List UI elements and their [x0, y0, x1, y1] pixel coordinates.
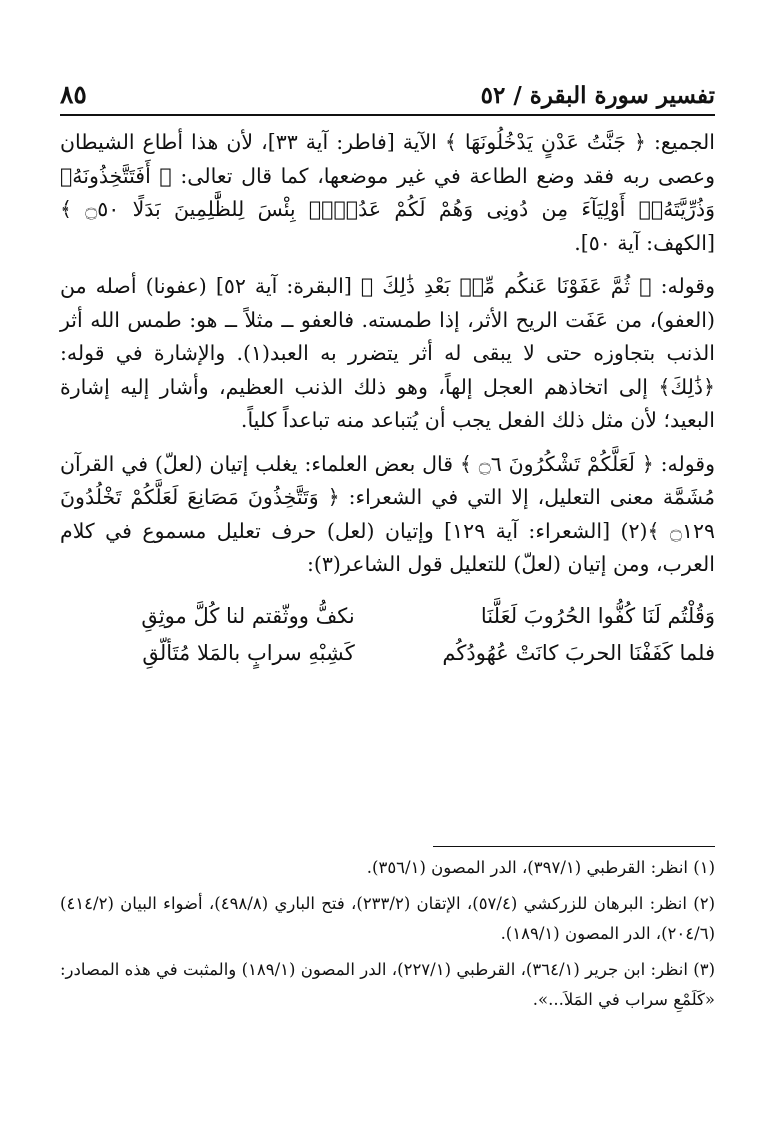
footnotes — [60, 846, 715, 1015]
main-text — [60, 126, 715, 671]
running-title: تفسير سورة البقرة / ٥٢ — [480, 82, 715, 109]
footnote-separator — [433, 846, 715, 847]
footnote: (٢) انظر: البرهان للزركشي (٥٧/٤)، الإتقان (٢٣٣/٢)، فتح الباري (٤٩٨/٨)، أضواء البيان (٤١٤/٢) (٢٠٤/٦)، الدر المصون (١٨٩/١). — [60, 894, 715, 943]
paragraph: وقوله: ﴿ ثُمَّ عَفَوْنَا عَنكُم مِّنۢ بَعْدِ ذَٰلِكَ ﴾ [البقرة: آية ٥٢] (عفونا) أصله من (العفو)، من عَفَت الريح الأثر، إذا طمسته. فالعفو ــ مثلاً ــ هو: طمس الله أثر الذنب بتجاوزه حتى لا يبقى له أثر يتضرر به العبد(١). والإشارة في قوله: ﴿ذَٰلِكَ﴾ إلى اتخاذهم العجل إلهاً، وهو ذلك الذنب العظيم، وأشار إليه إشارة البعيد؛ لأن مثل ذلك الفعل يجب أن يُتباعد منه تباعداً كلياً. — [60, 274, 716, 432]
footnote: (٣) انظر: ابن جرير (٣٦٤/١)، القرطبي (٢٢٧/١)، الدر المصون (١٨٩/١) والمثبت في هذه المصادر: «كَلَمْعِ سراب في المَلاَ...». — [60, 960, 715, 1009]
paragraph: الجميع: ﴿ جَنَّتُ عَدْنٍ يَدْخُلُونَهَا ﴾ الآية [فاطر: آية ٣٣]، لأن هذا أطاع الشيطان وعصى ربه فقد وضع الطاعة في غير موضعها، كما قال تعالى: ﴿ أَفَتَتَّخِذُونَهُۥ وَذُرِّيَّتَهُۥٓ أَوْلِيَآءَ مِن دُونِى وَهُمْ لَكُمْ عَدُوٌّۢ بِئْسَ لِلظَّٰلِمِينَ بَدَلًا ۝٥٠ ﴾ [الكهف: آية ٥٠]. — [60, 130, 715, 255]
second-hemistich: نكفُّ ووثّقتم لنا كُلَّ موثِقِ — [141, 603, 355, 628]
first-hemistich: فلما كَفَفْنَا الحربَ كانَتْ عُهُودُكُم — [442, 641, 715, 665]
verse-line — [60, 637, 715, 671]
paragraph: وقوله: ﴿ لَعَلَّكُمْ تَشْكُرُونَ ۝٦ ﴾ قال بعض العلماء: يغلب إتيان (لعلّ) في القرآن مُشَمَّة معنى التعليل، إلا التي في الشعراء: ﴿ وَتَتَّخِذُونَ مَصَانِعَ لَعَلَّكُمْ تَخْلُدُونَ ۝١٢٩ ﴾(٢) [الشعراء: آية ١٢٩] وإتيان (لعل) حرف تعليل مسموع في كلام العرب، ومن إتيان (لعلّ) للتعليل قول الشاعر(٣): — [60, 451, 716, 576]
poem-verses — [60, 600, 715, 671]
footnote: (١) انظر: القرطبي (٣٩٧/١)، الدر المصون (٣٥٦/١). — [366, 858, 715, 877]
first-hemistich: وَقُلْتُم لَنَا كُفُّوا الحُرُوبَ لَعَلَّنَا — [480, 603, 715, 628]
page — [60, 60, 715, 1100]
verse-line — [60, 600, 715, 634]
second-hemistich: كَشِبْهِ سرابٍ بالمَلا مُتَألّقِ — [142, 641, 355, 665]
page-header — [60, 60, 715, 116]
page-number: ٨٥ — [60, 80, 87, 109]
